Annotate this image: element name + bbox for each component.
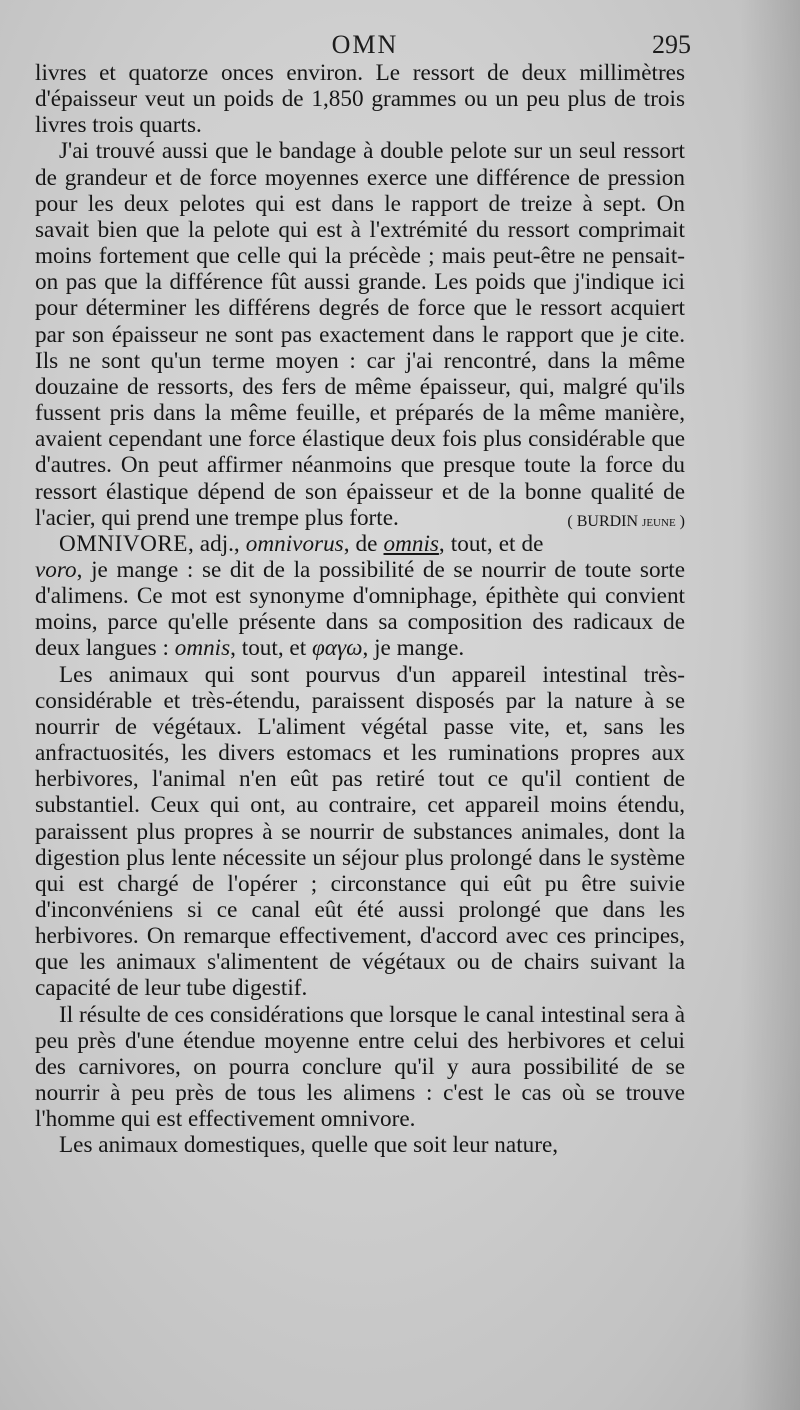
paragraph-text: J'ai trouvé aussi que le bandage à double pelote sur un seul ressort de grandeur et de force moyennes exerce une différence de pression pour les deux pelotes qui est dans le rapport de treize à sept. On savait bien que la pelote qui est à l'extrémité du ressort comprimait moins fortement que celle qui la précède ; mais peut-être ne pensait-on pas que la différence fût aussi grande. Les poids que j'indique ici pour déterminer les différens degrés de force que le ressort acquiert par son épaisseur ne sont pas exactement dans le rapport que je cite. Ils ne sont qu'un terme moyen : car j'ai rencontré, dans la même douzaine de ressorts, des fers de même épaisseur, qui, malgré qu'ils fussent pris dans la même feuille, et préparés de la même manière, avaient cependant une force élastique deux fois plus considérable que d'autres. On peut affirmer néanmoins que presque toute la force du ressort élastique dépend de son épaisseur et de la bonne qualité de l'acier, qui prend une trempe plus forte. bbox=[35, 138, 685, 531]
entry-omnivore bbox=[35, 531, 685, 662]
entry-text: , je mange. bbox=[362, 635, 465, 662]
author-signature: ( BURDIN jeune ) bbox=[567, 512, 685, 530]
paragraph-animals bbox=[35, 662, 685, 1002]
paragraph-continuation bbox=[35, 60, 685, 138]
entry-latin-term: omnis bbox=[174, 635, 231, 662]
paragraph-text: Il résulte de ces considérations que lorsque le canal intestinal sera à peu près d'une étendue moyenne entre celui des herbivores et celui des carnivores, on pourra conclure qu'il y aura possibilité de se nourrir à peu près de tous les alimens : c'est le cas où se trouve l'homme qui est effectivement omnivore. bbox=[35, 1001, 685, 1133]
page-number: 295 bbox=[652, 30, 691, 59]
paragraph-text: Les animaux domestiques, quelle que soit leur nature, bbox=[59, 1132, 559, 1159]
entry-text: , tout, et de bbox=[438, 530, 544, 557]
paragraph-bandage bbox=[35, 138, 685, 530]
entry-latin-term: voro bbox=[35, 556, 77, 583]
paragraph-conclusion bbox=[35, 1002, 685, 1133]
running-head: OMN bbox=[331, 30, 399, 59]
entry-text: , tout, et bbox=[230, 635, 312, 662]
entry-text: , je mange : se dit de la possibilité de se nourrir de toute sorte d'alimens. Ce mot est synonyme d'omniphage, épithète qui convient moins, parce qu'elle présente dans sa composition des radicaux de deux langues : bbox=[35, 556, 685, 662]
entry-text: , de bbox=[343, 530, 384, 557]
paragraph-domestic bbox=[35, 1132, 685, 1158]
entry-greek-term: φαγω bbox=[311, 635, 363, 662]
entry-latin-term: omnivorus bbox=[245, 530, 344, 557]
page-edge-shadow bbox=[740, 0, 800, 1410]
paragraph-text: livres et quatorze onces environ. Le ressort de deux millimètres d'épaisseur veut un poids de 1,850 grammes ou un peu plus de trois livres trois quarts. bbox=[35, 60, 685, 139]
body-text bbox=[35, 60, 685, 1159]
entry-text: , adj., bbox=[187, 530, 246, 557]
entry-headword: OMNIVORE bbox=[59, 530, 188, 557]
entry-latin-term: omnis bbox=[383, 530, 439, 557]
paragraph-text: Les animaux qui sont pourvus d'un appareil intestinal très-considérable et très-étendu, paraissent disposés par la nature à se nourrir de végétaux. L'aliment végétal passe vite, et, sans les anfractuosités, les divers estomacs et les ruminations propres aux herbivores, l'animal n'en eût pas retiré tout ce qu'il contient de substantiel. Ceux qui ont, au contraire, cet appareil moins étendu, paraissent plus propres à se nourrir de substances animales, dont la digestion plus lente nécessite un séjour plus prolongé dans le système qui est chargé de l'opérer ; circonstance qui eût pu être suivie d'inconvéniens si ce canal eût été aussi prolongé que dans les herbivores. On remarque effectivement, d'accord avec ces principes, que les animaux s'alimentent de végétaux ou de chairs suivant la capacité de leur tube digestif. bbox=[35, 661, 685, 1002]
